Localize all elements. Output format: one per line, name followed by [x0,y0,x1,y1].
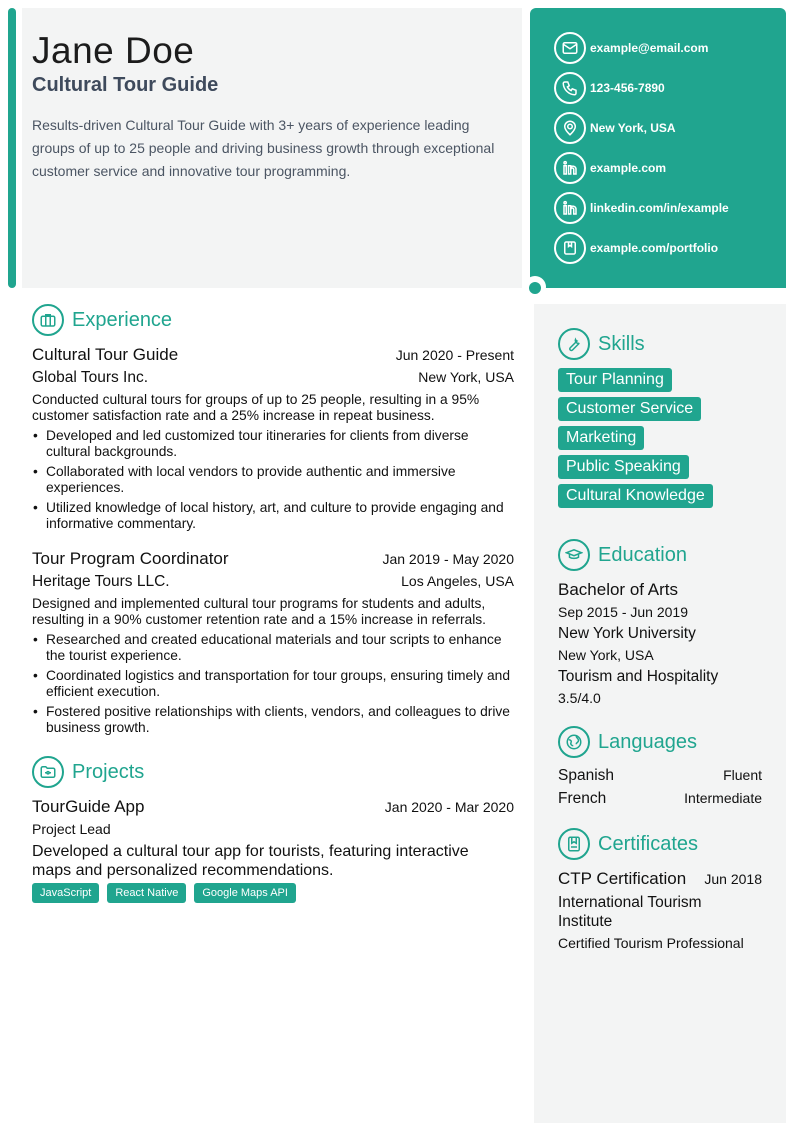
contact-location [554,112,676,144]
divider-dot [529,282,541,294]
certificate-name: CTP Certification [558,869,687,888]
experience-heading [32,304,172,336]
contact-email[interactable] [554,32,708,64]
education-gpa: 3.5/4.0 [558,690,601,706]
project-description: Developed a cultural tour app for tourists, featuring interactive maps and personalized recommendations. [32,843,469,879]
wrench-icon [558,328,590,360]
candidate-name: Jane Doe [32,30,195,71]
language-name: Spanish [558,767,615,784]
certificate-date: Jun 2018 [704,871,762,887]
folder-icon [32,756,64,788]
job-summary: Designed and implemented cultural tour programs for students and adults, resulting in a 90% customer retention rate and a 15% increase in referrals. [32,596,487,627]
language-row [558,767,762,785]
bookmark-icon [554,232,586,264]
project-header [32,797,514,817]
tech-tag: JavaScript [32,883,99,903]
candidate-role: Cultural Tour Guide [32,74,219,96]
list-item: • Utilized knowledge of local history, art, and culture to provide engaging and informative commentary. [32,500,516,532]
project-name: TourGuide App [32,797,145,816]
contact-location-text: New York, USA [590,121,676,135]
linkedin-icon [554,192,586,224]
job-location: Los Angeles, USA [401,573,514,589]
education-location: New York, USA [558,647,654,663]
contact-website-text: example.com [590,161,667,175]
certificates-heading [558,828,698,860]
language-row [558,790,762,808]
briefcase-icon [32,304,64,336]
tech-tag: Google Maps API [194,883,296,903]
job-summary: Conducted cultural tours for groups of up to 25 people, resulting in a 95% customer satisfaction rate and a 25% increase in repeat business. [32,392,480,423]
project-tech-tags [32,883,296,903]
skills-heading [558,328,645,360]
languages-title: Languages [598,730,697,753]
job-dates: Jan 2019 - May 2020 [382,551,514,567]
list-item: • Developed and led customized tour itineraries for clients from diverse cultural backgrounds. [32,428,516,460]
job-title: Tour Program Coordinator [32,549,229,568]
job-2-header [32,549,514,569]
contact-phone[interactable] [554,72,665,104]
contact-portfolio-text: example.com/portfolio [590,241,719,255]
map-pin-icon [554,112,586,144]
phone-icon [554,72,586,104]
envelope-icon [554,32,586,64]
header-panel [22,8,522,288]
job-1-company-row [32,369,514,387]
education-degree: Bachelor of Arts [558,580,679,599]
language-level: Intermediate [684,790,762,806]
globe-icon [558,726,590,758]
graduation-cap-icon [558,539,590,571]
contact-phone-text: 123-456-7890 [590,81,665,95]
skills-list [558,368,713,513]
accent-bar [8,8,16,288]
list-item: • Fostered positive relationships with clients, vendors, and colleagues to drive business growth. [32,704,516,736]
certificate-header [558,869,762,889]
tech-tag: React Native [107,883,186,903]
contact-email-text: example@email.com [590,41,709,55]
certificate-description: Certified Tourism Professional [558,935,744,951]
project-role: Project Lead [32,821,111,837]
job-company: Heritage Tours LLC. [32,573,170,590]
job-location: New York, USA [418,369,514,385]
linkedin-icon [554,152,586,184]
skill-tag: Customer Service [558,397,701,421]
job-1-bullets [32,428,516,536]
job-1-header [32,345,514,365]
skill-tag: Public Speaking [558,455,689,479]
job-2-bullets [32,632,516,740]
skill-tag: Cultural Knowledge [558,484,713,508]
language-level: Fluent [723,767,762,783]
education-heading [558,539,687,571]
job-company: Global Tours Inc. [32,369,149,386]
certificate-issuer: International Tourism Institute [558,894,702,930]
education-title: Education [598,543,687,566]
language-name: French [558,790,607,807]
contact-panel [530,8,786,288]
contact-website[interactable] [554,152,666,184]
projects-heading [32,756,144,788]
education-school: New York University [558,625,696,642]
job-2-company-row [32,573,514,591]
experience-title: Experience [72,308,173,331]
contact-portfolio[interactable] [554,232,718,264]
job-title: Cultural Tour Guide [32,345,179,364]
list-item: • Researched and created educational materials and tour scripts to enhance the tourist experience. [32,632,516,664]
list-item: • Coordinated logistics and transportation for tour groups, ensuring timely and efficient execution. [32,668,516,700]
skill-tag: Marketing [558,426,644,450]
profile-summary: Results-driven Cultural Tour Guide with 3+ years of experience leading groups of up to 25 people and driving business growth through exceptional customer service and innovative tour programming. [32,117,495,179]
projects-title: Projects [72,760,145,783]
list-item: • Collaborated with local vendors to provide authentic and immersive experiences. [32,464,516,496]
job-dates: Jun 2020 - Present [395,347,514,363]
languages-heading [558,726,697,758]
contact-linkedin[interactable] [554,192,729,224]
education-field: Tourism and Hospitality [558,668,719,685]
project-dates: Jan 2020 - Mar 2020 [384,799,514,815]
contact-linkedin-text: linkedin.com/in/example [590,201,729,215]
education-dates: Sep 2015 - Jun 2019 [558,604,688,620]
certificate-icon [558,828,590,860]
skills-title: Skills [598,332,645,355]
skill-tag: Tour Planning [558,368,672,392]
certificates-title: Certificates [598,832,699,855]
